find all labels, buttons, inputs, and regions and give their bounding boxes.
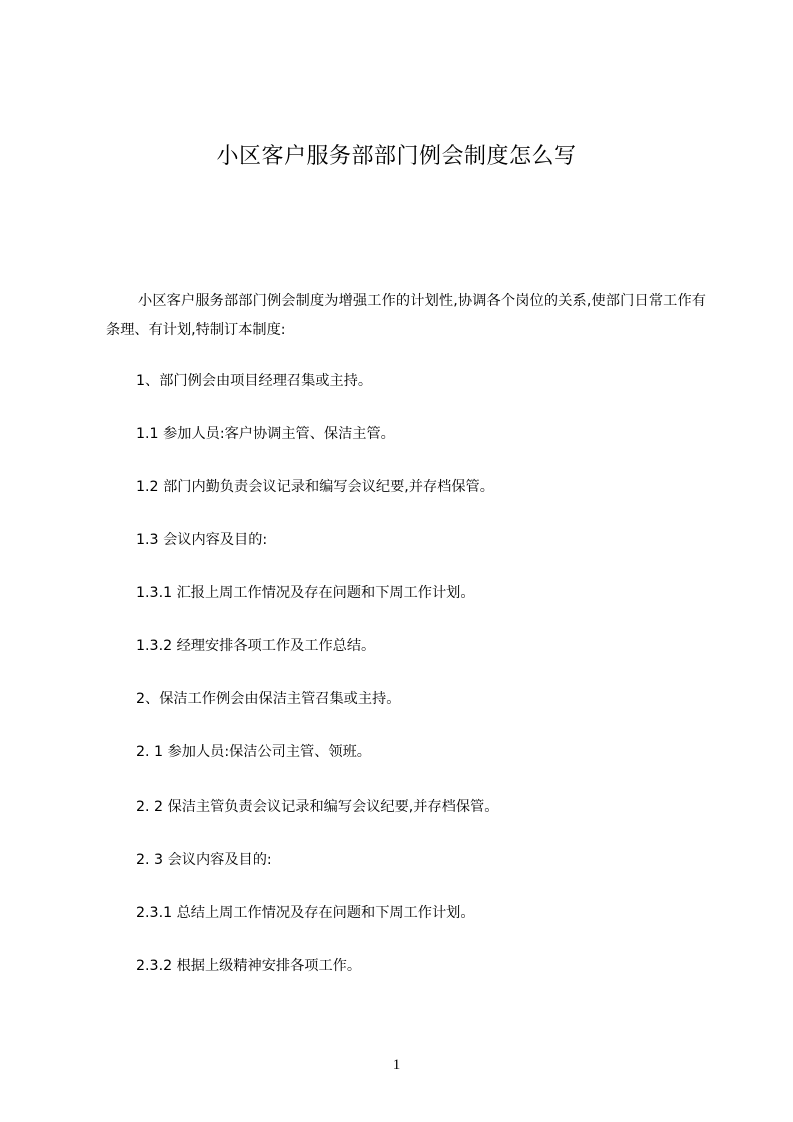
list-item: 1.3.1 汇报上周工作情况及存在问题和下周工作计划。	[136, 585, 475, 601]
list-item: 1.1 参加人员:客户协调主管、保洁主管。	[136, 426, 395, 442]
list-item: 2. 1 参加人员:保洁公司主管、领班。	[136, 744, 371, 760]
list-item: 2、保洁工作例会由保洁主管召集或主持。	[136, 691, 401, 707]
list-item: 1.3 会议内容及目的:	[136, 532, 268, 548]
intro-paragraph: 小区客户服务部部门例会制度为增强工作的计划性,协调各个岗位的关系,使部门日常工作有条理、有计划,特制订本制度:	[106, 293, 706, 338]
list-item: 1.2 部门内勤负责会议记录和编写会议纪要,并存档保管。	[136, 479, 494, 495]
document-title: 小区客户服务部部门例会制度怎么写	[216, 144, 577, 169]
list-item: 2.3.1 总结上周工作情况及存在问题和下周工作计划。	[136, 905, 475, 921]
page-number: 1	[392, 1057, 401, 1073]
list-item: 2.3.2 根据上级精神安排各项工作。	[136, 958, 362, 974]
list-item: 1、部门例会由项目经理召集或主持。	[136, 373, 373, 389]
list-item: 1.3.2 经理安排各项工作及工作总结。	[136, 638, 376, 654]
list-item: 2. 2 保洁主管负责会议记录和编写会议纪要,并存档保管。	[136, 799, 499, 815]
list-item: 2. 3 会议内容及目的:	[136, 852, 272, 868]
